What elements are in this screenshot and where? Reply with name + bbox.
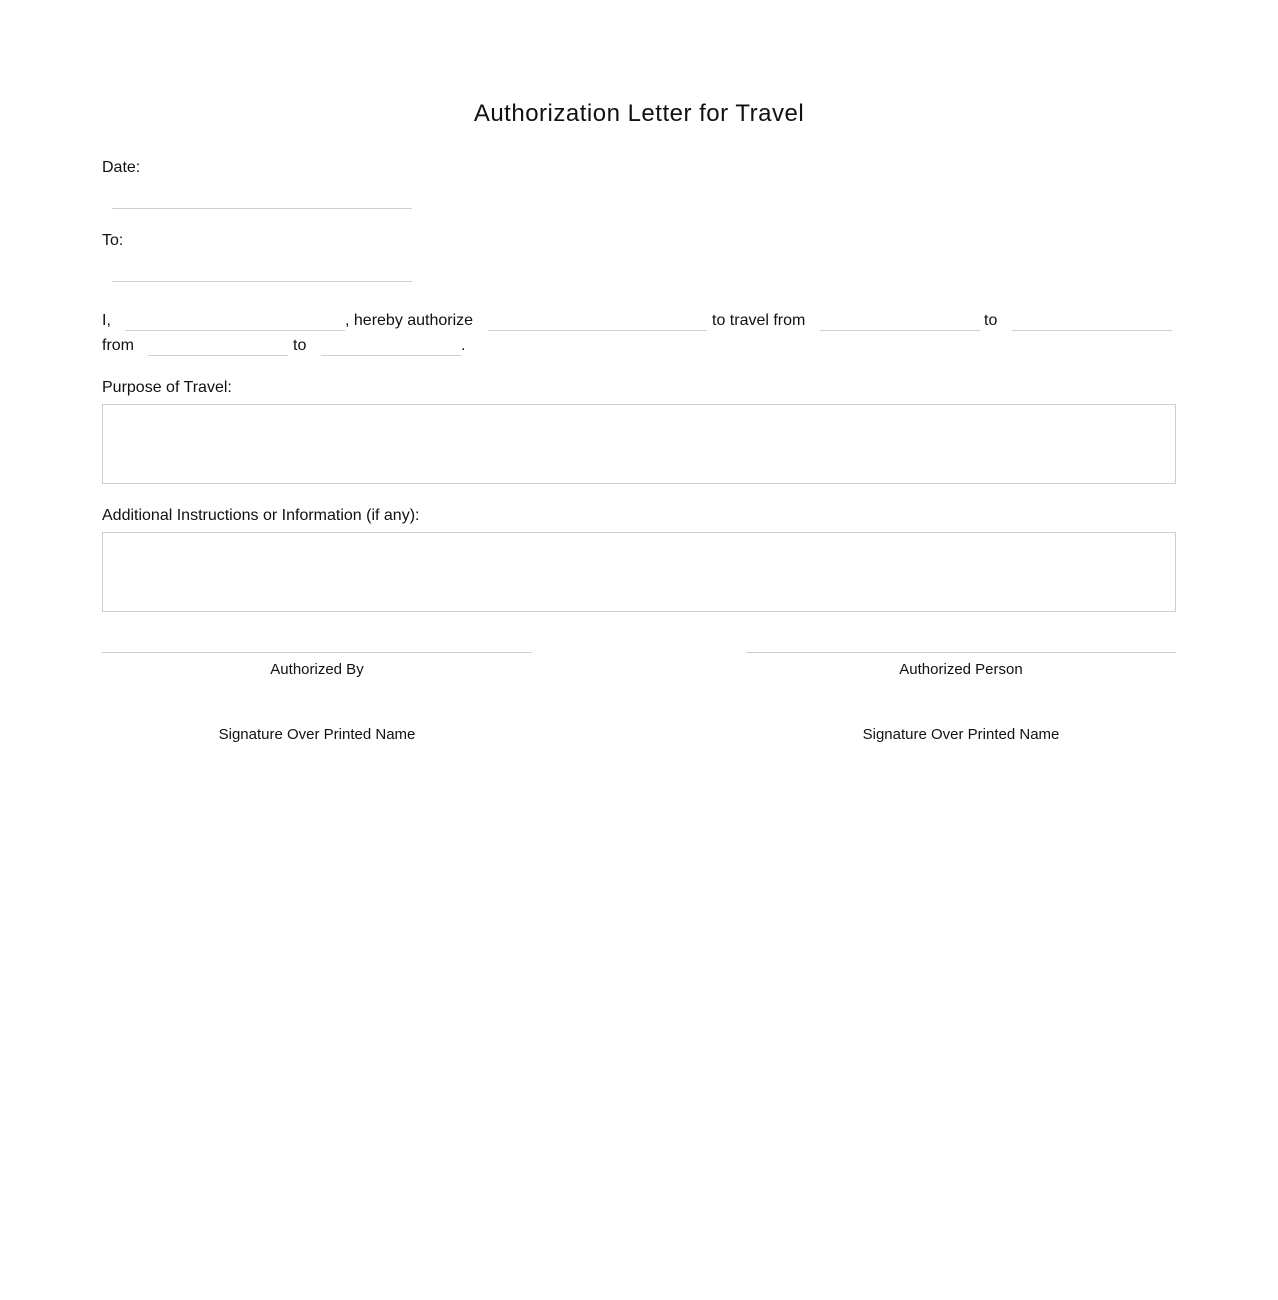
date-field[interactable] <box>112 208 412 209</box>
authorizer-name-field[interactable] <box>125 330 345 331</box>
additional-textarea[interactable] <box>102 532 1176 612</box>
text-i: I, <box>102 312 111 329</box>
purpose-textarea[interactable] <box>102 404 1176 484</box>
date-label: Date: <box>102 159 141 176</box>
text-to: to <box>984 312 998 329</box>
origin-field[interactable] <box>820 330 980 331</box>
authorized-by-caption: Signature Over Printed Name <box>218 726 416 743</box>
authorized-person-label: Authorized Person <box>899 661 1023 678</box>
text-hereby-authorize: , hereby authorize <box>345 312 474 329</box>
end-date-field[interactable] <box>321 355 461 356</box>
authorized-person-caption: Signature Over Printed Name <box>862 726 1060 743</box>
authorized-person-field[interactable] <box>488 330 707 331</box>
text-period: . <box>461 337 466 354</box>
authorized-person-signature-line[interactable] <box>746 652 1176 653</box>
text-to-date: to <box>293 337 307 354</box>
text-from: from <box>102 337 134 354</box>
purpose-label: Purpose of Travel: <box>102 379 232 396</box>
authorized-by-signature-line[interactable] <box>102 652 532 653</box>
destination-field[interactable] <box>1012 330 1172 331</box>
to-field[interactable] <box>112 281 412 282</box>
authorized-by-label: Authorized By <box>270 661 364 678</box>
page-title: Authorization Letter for Travel <box>473 100 805 127</box>
text-to-travel-from: to travel from <box>712 312 806 329</box>
start-date-field[interactable] <box>148 355 288 356</box>
additional-label: Additional Instructions or Information (if any): <box>102 507 420 524</box>
to-label: To: <box>102 232 124 249</box>
